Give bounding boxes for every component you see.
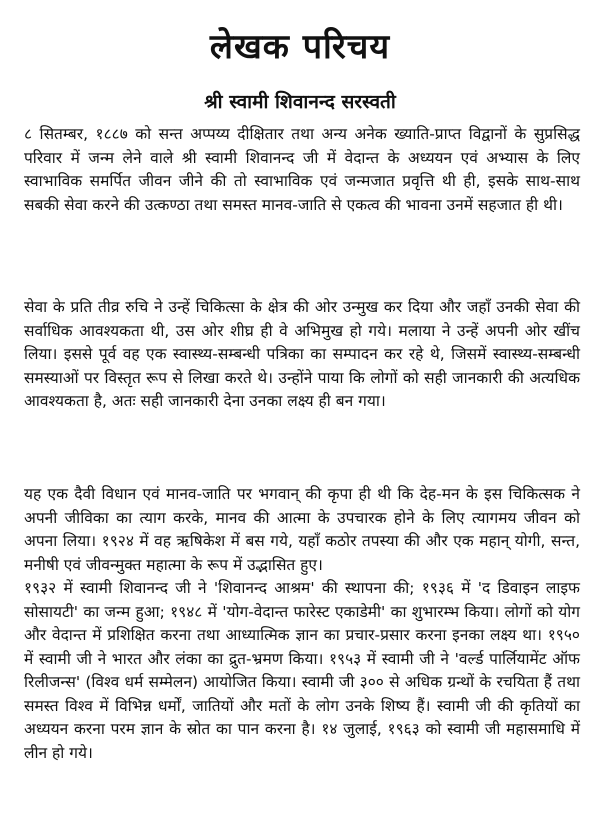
page-subtitle: श्री स्वामी शिवानन्द सरस्वती — [204, 91, 396, 113]
paragraph-1 — [24, 123, 580, 217]
paragraph-2 — [24, 296, 580, 414]
paragraph-text: ८ सितम्बर, १८८७ को सन्त अप्पय्य दीक्षितार तथा अन्य अनेक ख्याति-प्राप्त विद्वानों के सुप्रसिद्ध परिवार में जन्म लेने वाले श्री स्वामी शिवानन्द जी में वेदान्त के अध्ययन एवं अभ्यास के लिए स्वाभाविक समर्पित जीवन जीने की तो स्वाभाविक एवं जन्मजात प्रवृत्ति थी ही, इसके साथ-साथ सबकी सेवा करने की उत्कण्ठा तथा समस्त मानव-जाति से एकत्व की भावना उनमें सहजात ही थी। — [24, 125, 580, 214]
page-title: लेखक परिचय — [209, 27, 391, 67]
paragraph-text: सेवा के प्रति तीव्र रुचि ने उन्हें चिकित्सा के क्षेत्र की ओर उन्मुख कर दिया और जहाँ उनकी सेवा की सर्वाधिक आवश्यकता थी, उस ओर शीघ्र ही वे अभिमुख हो गये। मलाया ने उन्हें अपनी ओर खींच लिया। इससे पूर्व वह एक स्वास्थ्य-सम्बन्धी पत्रिका का सम्पादन कर रहे थे, जिसमें स्वास्थ्य-सम्बन्धी समस्याओं पर विस्तृत रूप से लिखा करते थे। उन्होंने पाया कि लोगों को सही जानकारी की अत्यधिक आवश्यकता है, अतः सही जानकारी देना उनका लक्ष्य ही बन गया। — [24, 298, 580, 410]
paragraph-4 — [24, 577, 580, 765]
paragraph-3 — [24, 483, 580, 577]
paragraph-text: १९३२ में स्वामी शिवानन्द जी ने 'शिवानन्द आश्रम' की स्थापना की; १९३६ में 'द डिवाइन लाइफ सोसायटी' का जन्म हुआ; १९४८ में 'योग-वेदान्त फारेस्ट एकाडेमी' का शुभारम्भ किया। लोगों को योग और वेदान्त में प्रशिक्षित करना तथा आध्यात्मिक ज्ञान का प्रचार-प्रसार करना इनका लक्ष्य था। १९५० में स्वामी जी ने भारत और लंका का द्रुत-भ्रमण किया। १९५३ में स्वामी जी ने 'वर्ल्ड पार्लियामेंट ऑफ रिलीजन्स' (विश्व धर्म सम्मेलन) आयोजित किया। स्वामी जी ३०० से अधिक ग्रन्थों के रचयिता हैं तथा समस्त विश्व में विभिन्न धर्मों, जातियों और मतों के लोग उनके शिष्य हैं। स्वामी जी की कृतियों का अध्ययन करना परम ज्ञान के स्रोत का पान करना है। १४ जुलाई, १९६३ को स्वामी जी महासमाधि में लीन हो गये। — [24, 579, 580, 762]
paragraph-text: यह एक दैवी विधान एवं मानव-जाति पर भगवान् की कृपा ही थी कि देह-मन के इस चिकित्सक ने अपनी जीविका का त्याग करके, मानव की आत्मा के उपचारक होने के लिए त्यागमय जीवन को अपना लिया। १९२४ में वह ऋषिकेश में बस गये, यहाँ कठोर तपस्या की और एक महान् योगी, सन्त, मनीषी एवं जीवन्मुक्त महात्मा के रूप में उद्भासित हुए। — [24, 485, 580, 574]
